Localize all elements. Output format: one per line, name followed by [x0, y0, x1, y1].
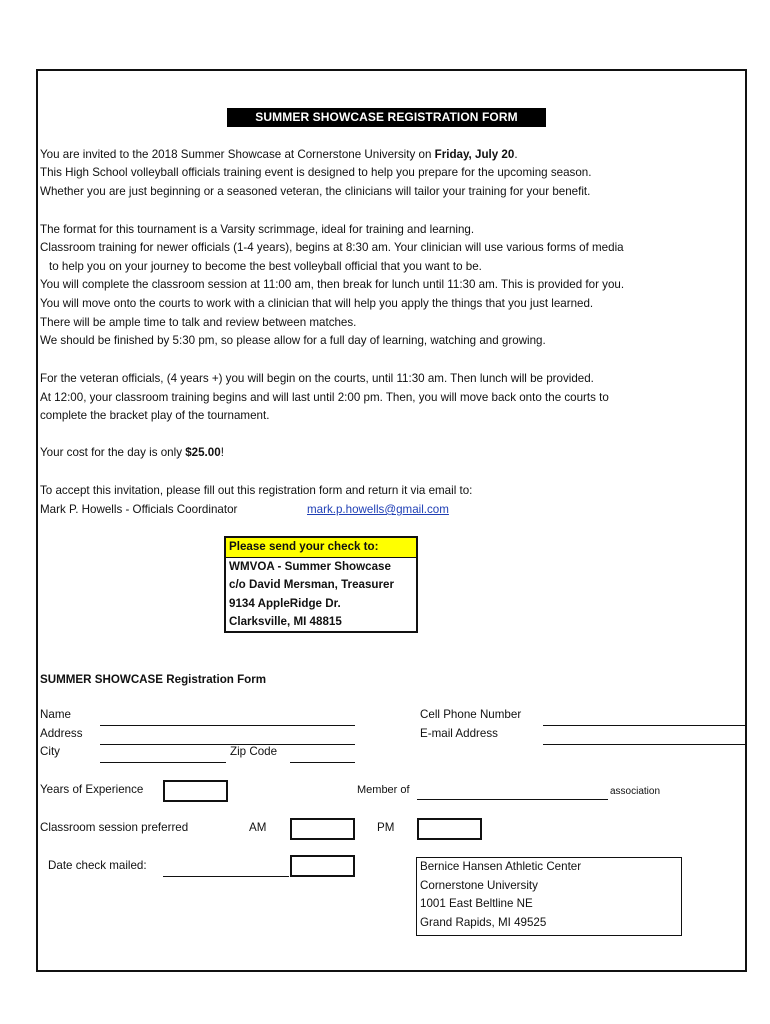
phone-label: Cell Phone Number — [420, 708, 522, 721]
pm-session-checkbox[interactable] — [417, 818, 482, 840]
intro-line-3: Whether you are just beginning or a seasoned veteran, the clinicians will tailor your training for your benefit. — [40, 185, 591, 198]
mail-check-line-2: c/o David Mersman, Treasurer — [229, 578, 394, 592]
experience-label: Years of Experience — [40, 783, 144, 796]
association-label: association — [610, 786, 661, 797]
mail-check-line-1: WMVOA - Summer Showcase — [229, 559, 391, 573]
format-line-6: There will be ample time to talk and review between matches. — [40, 316, 357, 329]
date-mailed-field[interactable] — [163, 876, 289, 877]
venue-address-box — [416, 857, 682, 936]
mail-check-heading: Please send your check to: — [226, 538, 416, 558]
am-session-checkbox[interactable] — [290, 818, 355, 840]
city-field[interactable] — [100, 762, 226, 763]
experience-input[interactable] — [163, 780, 228, 802]
format-line-5: You will move onto the courts to work with a clinician that will help you apply the things that you just learned. — [40, 297, 594, 310]
member-label: Member of — [357, 784, 410, 796]
am-label: AM — [249, 821, 267, 834]
date-mailed-label: Date check mailed: — [48, 859, 147, 872]
accept-line: To accept this invitation, please fill out this registration form and return it via email to: — [40, 484, 473, 497]
veteran-line-2: At 12:00, your classroom training begins and will last until 2:00 pm. Then, you will move back onto the courts to — [40, 391, 609, 404]
veteran-line-3: complete the bracket play of the tournament. — [40, 409, 270, 422]
format-line-1: The format for this tournament is a Varsity scrimmage, ideal for training and learning. — [40, 223, 475, 236]
coordinator-email-link[interactable]: mark.p.howells@gmail.com — [307, 503, 449, 516]
mail-check-line-3: 9134 AppleRidge Dr. — [229, 596, 341, 610]
format-line-7: We should be finished by 5:30 pm, so please allow for a full day of learning, watching and growing. — [40, 334, 546, 347]
date-mailed-input[interactable] — [290, 855, 355, 877]
mail-check-line-4: Clarksville, MI 48815 — [229, 615, 342, 629]
format-line-2: Classroom training for newer officials (1-4 years), begins at 8:30 am. Your clinician will use various forms of media — [40, 241, 624, 254]
cost-line: Your cost for the day is only $25.00! — [40, 446, 224, 459]
city-label: City — [40, 745, 60, 758]
veteran-line-1: For the veteran officials, (4 years +) you will begin on the courts, until 11:30 am. Then lunch will be provided. — [40, 372, 594, 385]
address-label: Address — [40, 727, 83, 740]
venue-line-1: Bernice Hansen Athletic Center — [420, 860, 582, 873]
phone-field[interactable] — [543, 725, 747, 726]
address-field[interactable] — [100, 744, 355, 745]
venue-line-3: 1001 East Beltline NE — [420, 897, 533, 911]
coordinator-name: Mark P. Howells - Officials Coordinator — [40, 503, 238, 516]
registration-form-heading: SUMMER SHOWCASE Registration Form — [40, 673, 267, 686]
member-association-field[interactable] — [417, 799, 608, 800]
name-field[interactable] — [100, 725, 355, 726]
page-title: SUMMER SHOWCASE REGISTRATION FORM — [227, 108, 546, 127]
format-line-4: You will complete the classroom session at 11:00 am, then break for lunch until 11:30 am. This is provided for you. — [40, 278, 625, 291]
email-label: E-mail Address — [420, 727, 498, 740]
session-label: Classroom session preferred — [40, 821, 189, 834]
intro-line-2: This High School volleyball officials training event is designed to help you prepare for the upcoming season. — [40, 166, 592, 179]
email-field[interactable] — [543, 744, 747, 745]
mail-check-address-box — [224, 536, 418, 633]
zip-label: Zip Code — [230, 745, 278, 758]
form-page-border — [36, 69, 747, 972]
name-label: Name — [40, 708, 71, 721]
intro-line-1: You are invited to the 2018 Summer Showcase at Cornerstone University on Friday, July 20. — [40, 148, 518, 161]
pm-label: PM — [377, 821, 395, 834]
format-line-3: to help you on your journey to become the best volleyball official that you want to be. — [49, 260, 482, 273]
venue-line-4: Grand Rapids, MI 49525 — [420, 915, 547, 929]
event-date: Friday, July 20 — [434, 148, 515, 161]
venue-line-2: Cornerstone University — [420, 878, 538, 892]
zip-field[interactable] — [290, 762, 355, 763]
cost-amount: $25.00 — [185, 446, 221, 459]
